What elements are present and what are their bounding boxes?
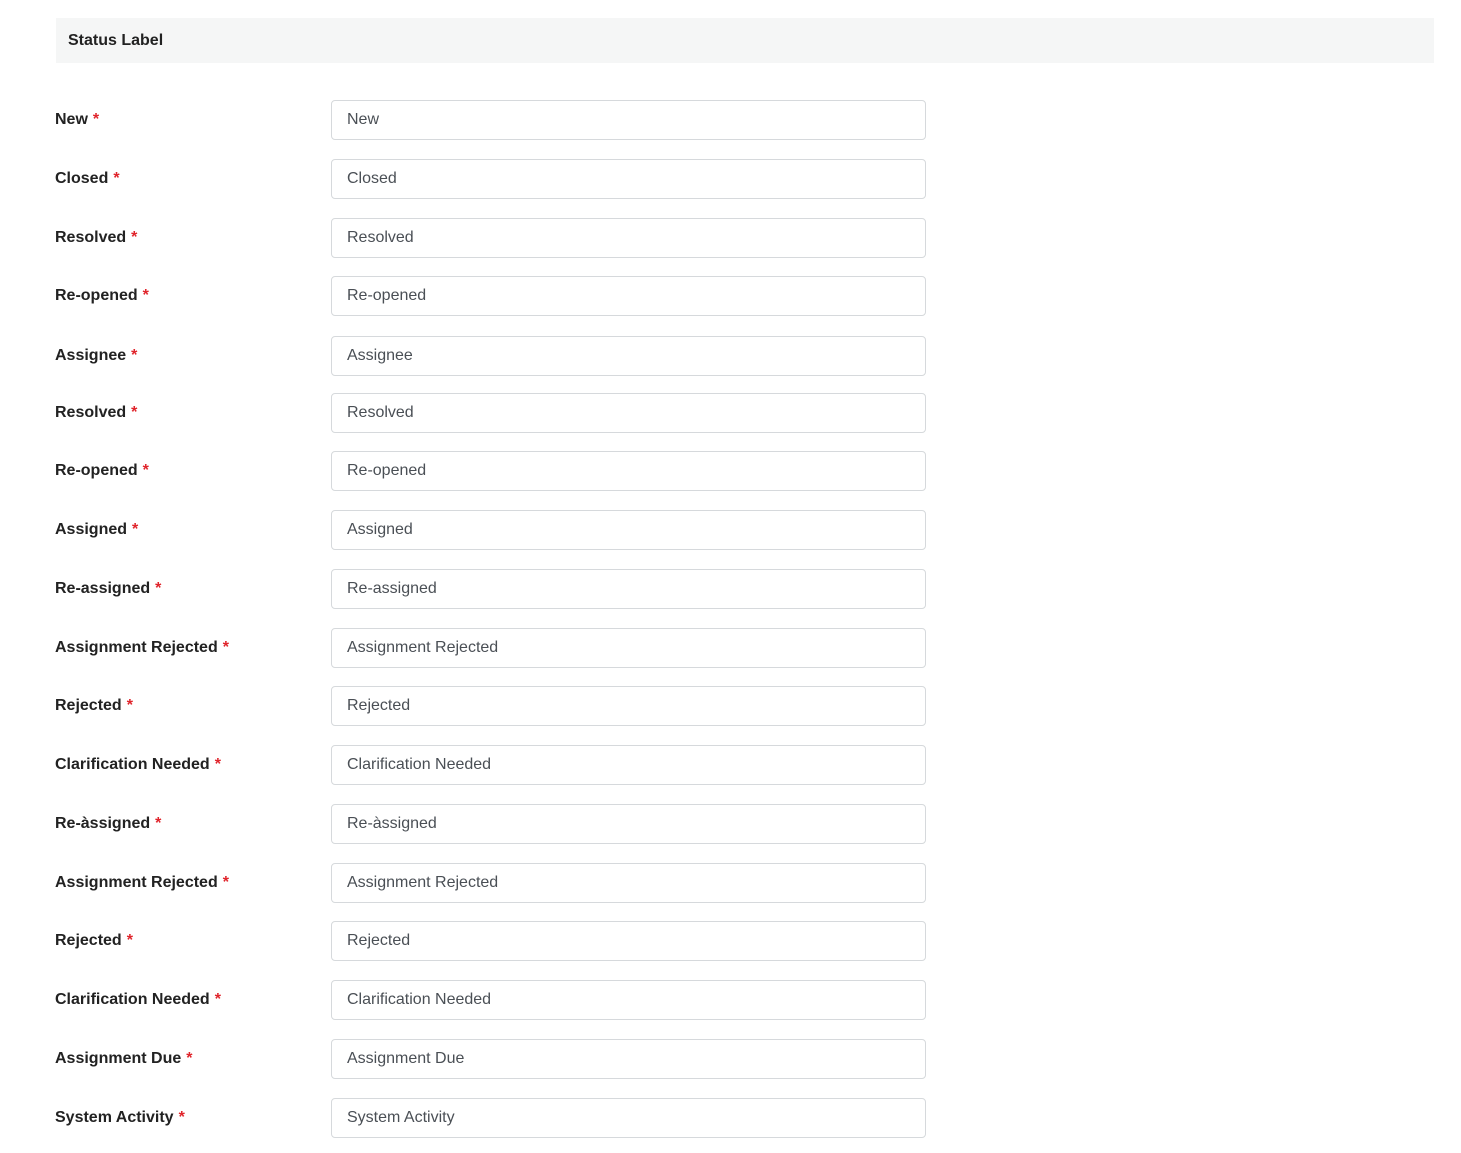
required-asterisk: * [186,1050,193,1067]
form-row [0,863,1461,903]
form-row [0,1098,1461,1138]
field-label: Rejected * [55,932,133,949]
form-row [0,745,1461,785]
required-asterisk: * [155,580,162,597]
status-label-input[interactable] [331,510,926,550]
required-asterisk: * [214,756,221,773]
form-row [0,276,1461,316]
field-label: Assignee * [55,347,138,364]
form-row [0,628,1461,668]
form-row [0,451,1461,491]
required-asterisk: * [178,1109,185,1126]
status-label-input[interactable] [331,980,926,1020]
field-label: Closed * [55,170,120,187]
status-label-input[interactable] [331,218,926,258]
required-asterisk: * [113,170,120,187]
form-row [0,218,1461,258]
required-asterisk: * [126,697,133,714]
status-label-input[interactable] [331,1039,926,1079]
required-asterisk: * [132,521,139,538]
field-label: Re-assigned * [55,580,162,597]
required-asterisk: * [142,462,149,479]
field-label: Clarification Needed * [55,991,221,1008]
field-label: Resolved * [55,229,138,246]
form-row [0,686,1461,726]
form-row [0,980,1461,1020]
field-label: Re-opened * [55,462,149,479]
required-asterisk: * [131,347,138,364]
field-label: Rejected * [55,697,133,714]
status-label-input[interactable] [331,569,926,609]
field-label: Assigned * [55,521,139,538]
required-asterisk: * [142,287,149,304]
status-label-input[interactable] [331,159,926,199]
required-asterisk: * [92,111,100,128]
field-label: Assignment Due * [55,1050,193,1067]
form-row [0,1039,1461,1079]
field-label: System Activity * [55,1109,185,1126]
status-label-input[interactable] [331,686,926,726]
status-label-input[interactable] [331,393,926,433]
status-label-input[interactable] [331,1098,926,1138]
field-label: Resolved * [55,404,138,421]
form-row [0,393,1461,433]
form-row [0,510,1461,550]
form-row [0,921,1461,961]
status-label-input[interactable] [331,276,926,316]
field-label: Assignment Rejected * [55,874,229,891]
required-asterisk: * [126,932,133,949]
status-label-input[interactable] [331,336,926,376]
field-label: New * [55,111,100,128]
form-row [0,159,1461,199]
status-label-input[interactable] [331,921,926,961]
status-label-input[interactable] [331,100,926,140]
required-asterisk: * [131,404,138,421]
required-asterisk: * [155,815,162,832]
required-asterisk: * [214,991,221,1008]
field-label: Re-opened * [55,287,149,304]
required-asterisk: * [131,229,138,246]
section-title: Status Label [68,31,164,49]
form-row [0,569,1461,609]
status-label-input[interactable] [331,863,926,903]
status-label-input[interactable] [331,451,926,491]
field-label: Assignment Rejected * [55,639,229,656]
form-row [0,336,1461,376]
status-label-input[interactable] [331,628,926,668]
form-row [0,804,1461,844]
status-label-input[interactable] [331,745,926,785]
required-asterisk: * [222,639,229,656]
required-asterisk: * [222,874,229,891]
field-label: Clarification Needed * [55,756,221,773]
field-label: Re-àssigned * [55,815,162,832]
status-label-input[interactable] [331,804,926,844]
form-row [0,100,1461,140]
